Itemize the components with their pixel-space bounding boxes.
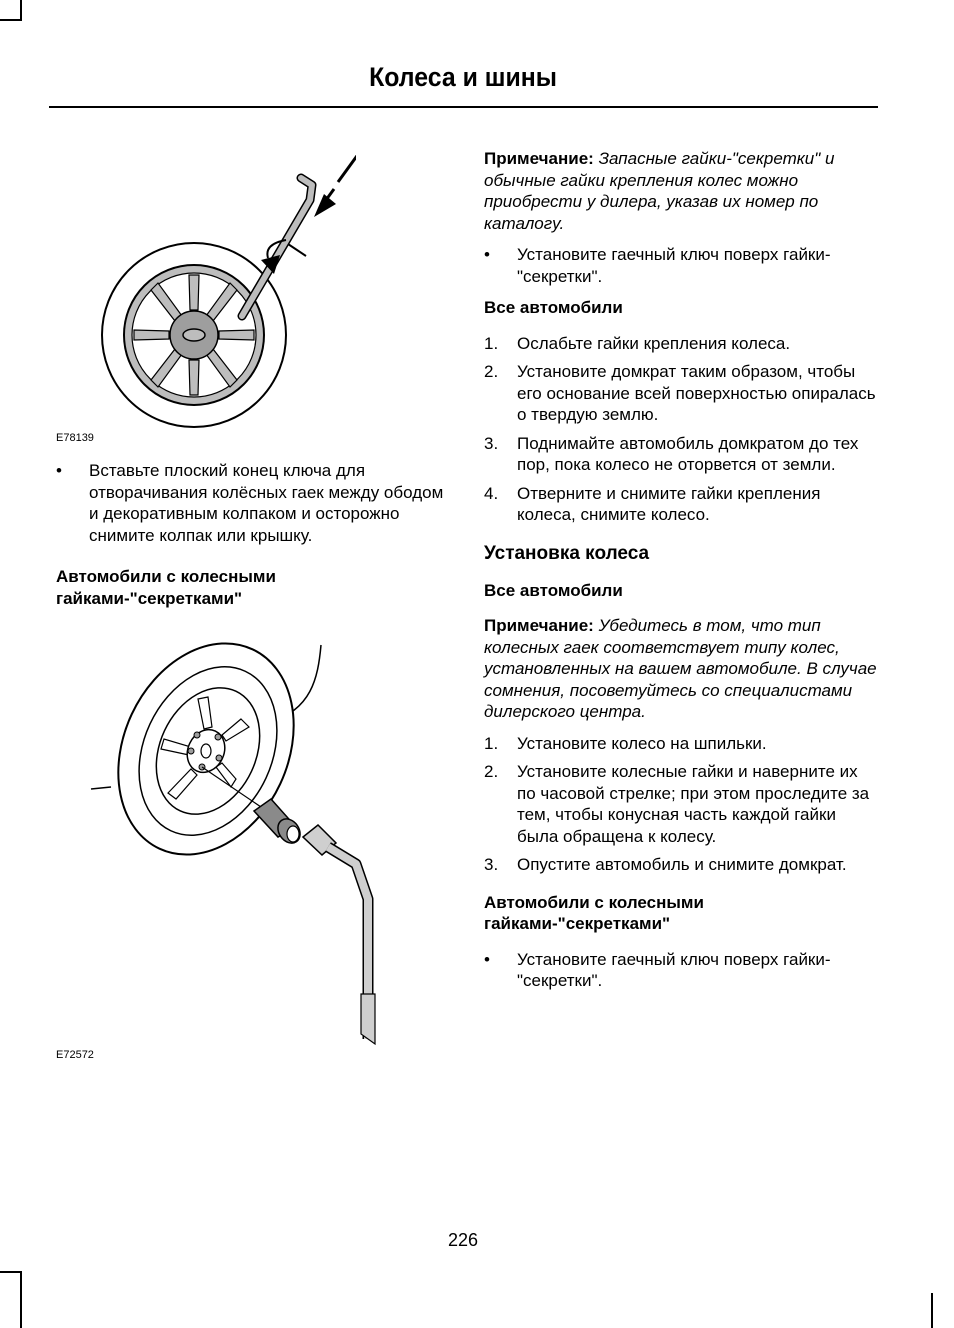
note-spare-nuts (484, 148, 879, 234)
bullet-text: Установите гаечный ключ поверх гайки-"секретки". (517, 949, 831, 990)
right-column (484, 148, 879, 999)
figure-hubcap-removal (56, 140, 356, 430)
step-number: 3. (484, 855, 499, 874)
wrench-bullet-list (484, 244, 879, 287)
list-item (56, 460, 451, 546)
crop-mark-bottom-left-h (0, 1271, 22, 1273)
heading-all-cars-2: Все автомобили (484, 580, 623, 600)
step-number: 3. (484, 433, 499, 453)
step-item (484, 361, 879, 426)
step-text: Установите домкрат таким образом, чтобы его основание всей поверхностью опиралась о твердую землю. (517, 362, 876, 424)
crop-mark-bottom-right-v (931, 1293, 933, 1328)
step-item (484, 761, 879, 847)
bullet-text: Установите гаечный ключ поверх гайки-"секретки". (517, 245, 831, 286)
wheel-wrench-illustration (56, 140, 356, 430)
bullet-marker: • (484, 949, 490, 969)
step-item (484, 483, 879, 526)
step-text: Опустите автомобиль и снимите домкрат. (517, 855, 847, 874)
step-item (484, 333, 879, 355)
step-item (484, 854, 879, 876)
locking-nut-illustration (56, 639, 386, 1059)
crop-mark-bottom-left-v (20, 1271, 22, 1328)
step-number: 4. (484, 483, 499, 503)
heading-locking-nuts: Автомобили с колесными гайками-"секретками" (56, 567, 276, 608)
step-text: Поднимайте автомобиль домкратом до тех пор, пока колесо не оторвется от земли. (517, 433, 859, 474)
title-divider (49, 106, 878, 108)
bullet-marker: • (484, 245, 490, 264)
hubcap-bullet-list (56, 460, 451, 546)
list-item (484, 244, 879, 287)
figure-locking-nut-adapter (56, 639, 386, 1059)
step-number: 2. (484, 762, 499, 781)
left-column (56, 140, 451, 1061)
note-nut-type (484, 615, 879, 723)
page-number: 226 (447, 1230, 479, 1250)
step-item (484, 433, 879, 476)
step-text: Ослабьте гайки крепления колеса. (517, 333, 791, 353)
note-label: Примечание: (484, 616, 594, 635)
list-item (484, 949, 879, 992)
step-text: Установите колесо на шпильки. (517, 733, 767, 753)
crop-mark-top-left-v (20, 0, 22, 20)
note-text: Запасные гайки-"секретки" и обычные гайки крепления колес можно приобрести у дилера, указав их номер по каталогу. (484, 149, 835, 233)
step-item (484, 733, 879, 755)
step-number: 1. (484, 733, 499, 753)
wrench-bullet-list-2 (484, 949, 879, 992)
note-text: Убедитесь в том, что тип колесных гаек соответствует типу колес, установленных на вашем автомобиле. В случае сомнения, посоветуйтесь со специалистами дилерского центра. (484, 616, 877, 721)
step-number: 1. (484, 333, 499, 353)
heading-all-cars: Все автомобили (484, 298, 623, 317)
figure-id-E72572: E72572 (56, 1049, 94, 1061)
install-steps (484, 733, 879, 876)
figure-id-E78139: E78139 (56, 432, 94, 444)
bullet-text: Вставьте плоский конец ключа для отворачивания колёсных гаек между ободом и декоративным колпаком и осторожно снимите колпак или крышку. (89, 461, 444, 545)
step-text: Отверните и снимите гайки крепления колеса, снимите колесо. (517, 483, 821, 524)
page-title: Колеса и шины (369, 62, 557, 92)
step-number: 2. (484, 362, 499, 381)
heading-locking-nuts-2: Автомобили с колесными гайками-"секретками" (484, 892, 704, 933)
step-text: Установите колесные гайки и наверните их по часовой стрелке; при этом проследите за тем, чтобы конусная часть каждой гайки была обращена к колесу. (517, 762, 870, 846)
bullet-marker: • (56, 461, 62, 480)
removal-steps (484, 333, 879, 526)
section-title-wheel-install: Установка колеса (484, 542, 650, 564)
note-label: Примечание: (484, 149, 594, 168)
crop-mark-top-left-h (0, 19, 22, 21)
